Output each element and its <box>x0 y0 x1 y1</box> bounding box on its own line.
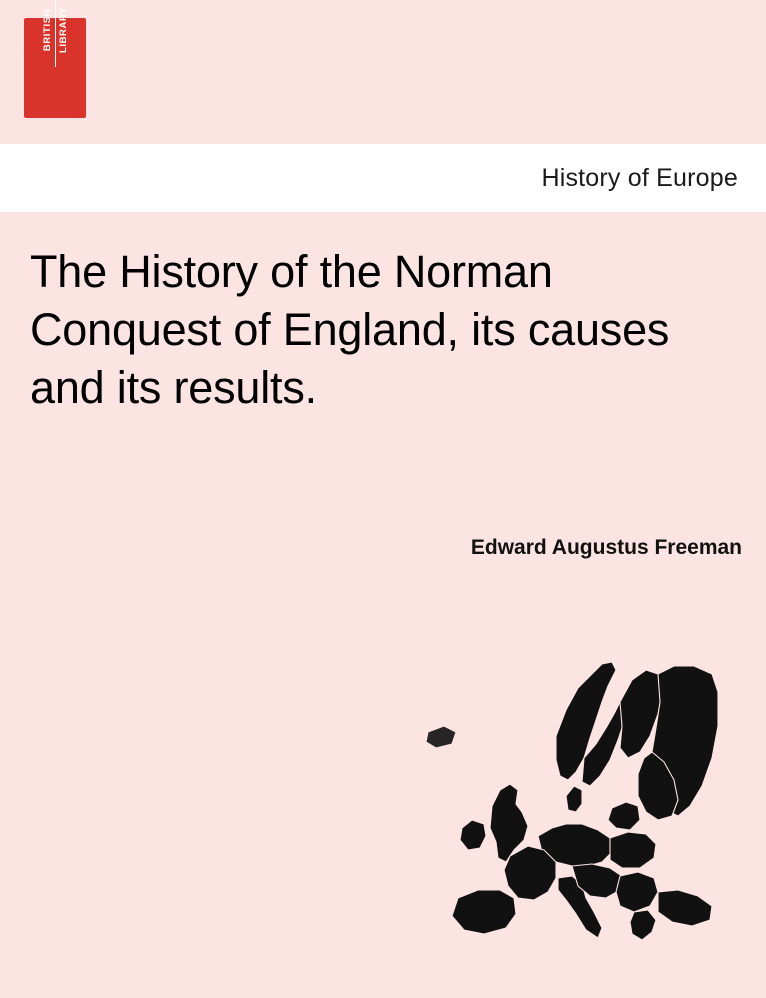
author-block <box>30 536 742 560</box>
page-title: The History of the Norman Conquest of England, its causes and its results. <box>30 246 670 413</box>
subject-band <box>0 144 766 212</box>
british-library-logo <box>24 6 86 118</box>
logo-divider <box>55 0 56 67</box>
logo-line-2: LIBRARY <box>57 6 69 54</box>
logo-line-1: BRITISH <box>41 8 53 52</box>
title-block <box>30 243 736 417</box>
british-library-logo-text <box>24 0 86 80</box>
europe-map-illustration <box>406 640 726 950</box>
author-name: Edward Augustus Freeman <box>470 536 742 559</box>
subject-label: History of Europe <box>541 163 738 192</box>
